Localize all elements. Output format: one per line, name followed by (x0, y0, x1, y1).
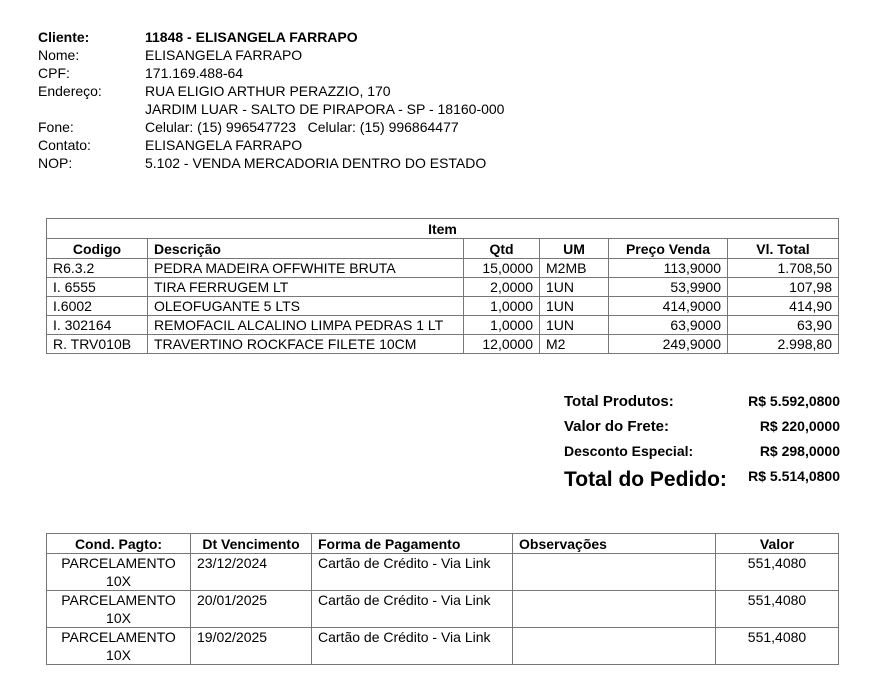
table-row (47, 554, 839, 591)
header-total: Vl. Total (728, 239, 839, 259)
table-row (47, 297, 839, 316)
discount-row (564, 443, 840, 468)
payment-notes (513, 554, 716, 591)
item-unit: M2MB (540, 259, 609, 278)
item-unit: M2 (540, 335, 609, 354)
freight-label: Valor do Frete: (564, 418, 670, 435)
item-total: 1.708,50 (728, 259, 839, 278)
payments-table (46, 533, 839, 665)
payment-condition: PARCELAMENTO 10X (47, 554, 191, 591)
payment-value: 551,4080 (716, 628, 839, 665)
address-line1: RUA ELIGIO ARTHUR PERAZZIO, 170 (145, 83, 391, 99)
total-products-row (564, 393, 840, 418)
item-price: 53,9900 (609, 278, 728, 297)
header-qtd: Qtd (464, 239, 540, 259)
payment-method: Cartão de Crédito - Via Link (312, 628, 513, 665)
cpf-label: CPF: (38, 65, 70, 81)
nop-value: 5.102 - VENDA MERCADORIA DENTRO DO ESTADO (145, 155, 487, 171)
contact-label: Contato: (38, 137, 91, 153)
item-code: I. 6555 (47, 278, 148, 297)
order-total-row (564, 468, 840, 493)
client-row (38, 154, 504, 172)
client-row (38, 118, 504, 136)
payment-due-date: 20/01/2025 (191, 591, 312, 628)
order-total-label: Total do Pedido: (564, 468, 727, 491)
discount-value: R$ 298,0000 (759, 443, 840, 459)
order-totals (564, 393, 840, 493)
payment-condition: PARCELAMENTO 10X (47, 591, 191, 628)
phone-label: Fone: (38, 119, 74, 135)
items-header-row (47, 239, 839, 259)
freight-row (564, 418, 840, 443)
payment-condition: PARCELAMENTO 10X (47, 628, 191, 665)
table-row (47, 278, 839, 297)
header-observacoes: Observações (513, 534, 716, 554)
item-price: 414,9000 (609, 297, 728, 316)
item-code: I.6002 (47, 297, 148, 316)
payments-header-row (47, 534, 839, 554)
address-label: Endereço: (38, 83, 102, 99)
payment-method: Cartão de Crédito - Via Link (312, 591, 513, 628)
item-total: 63,90 (728, 316, 839, 335)
payment-due-date: 19/02/2025 (191, 628, 312, 665)
header-cond-pagto: Cond. Pagto: (47, 534, 191, 554)
items-title-row (47, 219, 839, 239)
items-title: Item (47, 219, 839, 239)
table-row (47, 316, 839, 335)
table-row (47, 259, 839, 278)
table-row (47, 628, 839, 665)
item-code: R. TRV010B (47, 335, 148, 354)
table-row (47, 591, 839, 628)
header-descricao: Descrição (148, 239, 464, 259)
address-label-empty (38, 100, 145, 118)
header-um: UM (540, 239, 609, 259)
payment-method: Cartão de Crédito - Via Link (312, 554, 513, 591)
item-qty: 2,0000 (464, 278, 540, 297)
item-qty: 1,0000 (464, 297, 540, 316)
payment-value: 551,4080 (716, 554, 839, 591)
item-unit: 1UN (540, 278, 609, 297)
item-description: TIRA FERRUGEM LT (148, 278, 464, 297)
client-info (38, 28, 504, 172)
phone-value: Celular: (15) 996547723 Celular: (15) 996864477 (145, 119, 459, 135)
header-preco: Preço Venda (609, 239, 728, 259)
table-row (47, 335, 839, 354)
payment-due-date: 23/12/2024 (191, 554, 312, 591)
client-value: 11848 - ELISANGELA FARRAPO (145, 29, 358, 45)
item-total: 414,90 (728, 297, 839, 316)
payment-notes (513, 591, 716, 628)
address-line2: JARDIM LUAR - SALTO DE PIRAPORA - SP - 18160-000 (145, 101, 505, 117)
header-codigo: Codigo (47, 239, 148, 259)
client-row (38, 100, 504, 118)
item-code: R6.3.2 (47, 259, 148, 278)
item-description: REMOFACIL ALCALINO LIMPA PEDRAS 1 LT (148, 316, 464, 335)
name-value: ELISANGELA FARRAPO (145, 47, 303, 63)
item-price: 113,9000 (609, 259, 728, 278)
item-qty: 12,0000 (464, 335, 540, 354)
client-row (38, 64, 504, 82)
client-row (38, 46, 504, 64)
item-price: 63,9000 (609, 316, 728, 335)
header-forma-pagamento: Forma de Pagamento (312, 534, 513, 554)
cpf-value: 171.169.488-64 (145, 65, 244, 81)
header-valor: Valor (716, 534, 839, 554)
name-label: Nome: (38, 47, 80, 63)
freight-value: R$ 220,0000 (759, 418, 840, 434)
items-table (46, 218, 839, 354)
header-dt-vencimento: Dt Vencimento (191, 534, 312, 554)
item-description: OLEOFUGANTE 5 LTS (148, 297, 464, 316)
nop-label: NOP: (38, 155, 73, 171)
item-unit: 1UN (540, 297, 609, 316)
item-description: TRAVERTINO ROCKFACE FILETE 10CM (148, 335, 464, 354)
client-row (38, 136, 504, 154)
client-row (38, 28, 504, 46)
client-row (38, 82, 504, 100)
client-label: Cliente: (38, 29, 90, 45)
item-qty: 15,0000 (464, 259, 540, 278)
item-total: 2.998,80 (728, 335, 839, 354)
item-qty: 1,0000 (464, 316, 540, 335)
item-price: 249,9000 (609, 335, 728, 354)
total-products-label: Total Produtos: (564, 393, 674, 410)
total-products-value: R$ 5.592,0800 (748, 393, 840, 409)
item-total: 107,98 (728, 278, 839, 297)
item-unit: 1UN (540, 316, 609, 335)
item-description: PEDRA MADEIRA OFFWHITE BRUTA (148, 259, 464, 278)
contact-value: ELISANGELA FARRAPO (145, 137, 303, 153)
order-total-value: R$ 5.514,0800 (748, 468, 840, 484)
payment-value: 551,4080 (716, 591, 839, 628)
discount-label: Desconto Especial: (564, 443, 694, 459)
item-code: I. 302164 (47, 316, 148, 335)
payment-notes (513, 628, 716, 665)
